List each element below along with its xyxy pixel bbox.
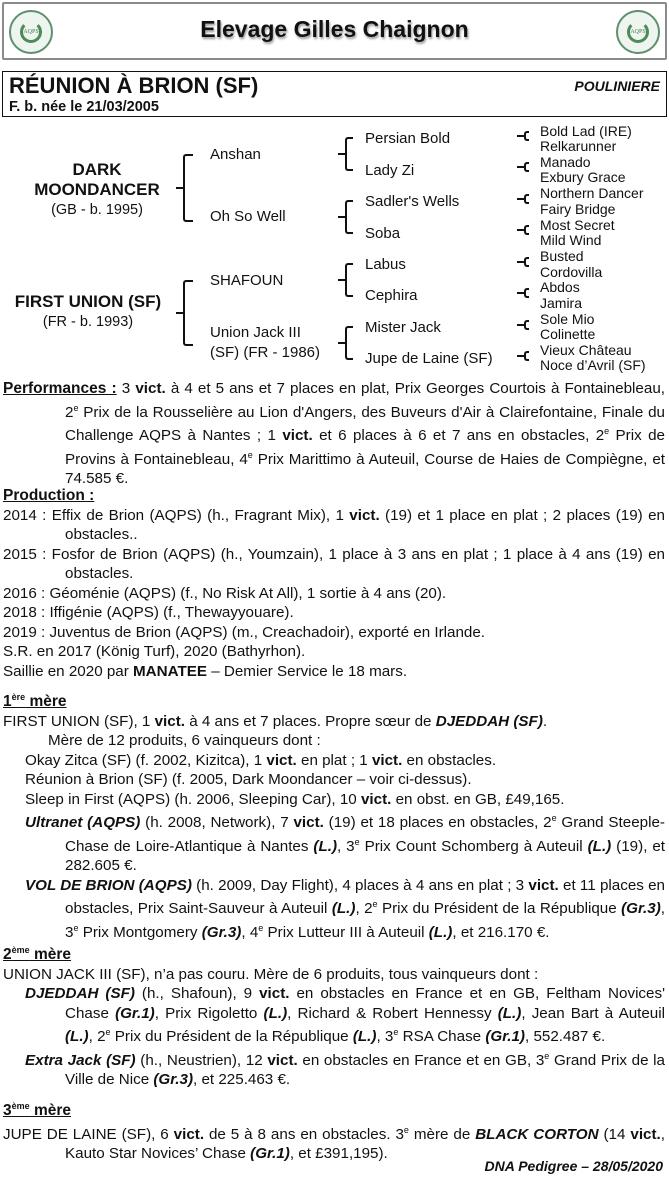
production-item: 2014 : Effix de Brion (AQPS) (h., Fragrant Mix), 1 vict. (19) et 1 place en plat ; 2 places (19) en obstacles..: [3, 506, 665, 543]
bracket: [524, 225, 529, 235]
mere2-section: [3, 941, 665, 1090]
bracket: [524, 320, 529, 330]
mere1-intro: FIRST UNION (SF), 1 vict. à 4 ans et 7 places. Propre sœur de DJEDDAH (SF).: [3, 712, 548, 730]
gen4-item: Northern Dancer: [540, 185, 644, 201]
gen2-dam-dam-info: (SF) (FR - 1986): [210, 344, 321, 361]
gen3-item: Cephira: [365, 287, 418, 304]
footer-source: DNA Pedigree – 28/05/2020: [484, 1158, 663, 1174]
performances-heading: Performances :: [3, 380, 117, 397]
gen4-item: Relkarunner: [540, 138, 617, 154]
gen4-item: Mild Wind: [540, 232, 602, 248]
gen4-item: Vieux Château: [540, 342, 632, 358]
bracket: [524, 257, 529, 267]
gen3-item: Soba: [365, 225, 401, 242]
gen3-item: Sadler's Wells: [365, 193, 460, 210]
horse-birth: F. b. née le 21/03/2005: [9, 99, 159, 115]
dam-name: FIRST UNION (SF) (FR - b. 1993): [14, 292, 162, 330]
mere1-section: [3, 688, 665, 942]
production-item: 2016 : Géoménie (AQPS) (f., No Risk At All), 1 sortie à 4 ans (20).: [3, 584, 447, 602]
gen4-item: Bold Lad (IRE): [540, 123, 632, 139]
gen4-item: Noce d’Avril (SF): [540, 357, 646, 373]
produit-item: Sleep in First (AQPS) (h. 2006, Sleeping Car), 10 vict. en obst. en GB, £49,165.: [25, 790, 565, 808]
produit-item: Extra Jack (SF) (h., Neustrien), 12 vict. en obstacles en France et en GB, 3e Grand Prix de la Ville de Nice (Gr.3), et 225.463 €.: [25, 1050, 665, 1089]
production-section: [3, 486, 665, 681]
bracket: [524, 162, 529, 172]
produit-item: VOL DE BRION (AQPS) (h. 2009, Day Flight), 4 places à 4 ans en plat ; 3 vict. et 11 places en obstacles, Prix Saint-Sauveur à Auteuil (L.), 2e Prix du Président de la République (Gr.3), 3e Prix Montgomery (Gr.3), 4e Prix Lutteur III à Auteuil (L.), et 216.170 €.: [25, 876, 666, 941]
production-item: 2019 : Juventus de Brion (AQPS) (m., Creachadoir), exporté en Irlande.: [3, 623, 486, 641]
gen3-item: Persian Bold: [365, 130, 451, 147]
gen4-item: Fairy Bridge: [540, 201, 616, 217]
bracket: [345, 137, 353, 171]
bracket: [183, 154, 193, 222]
gen3-item: Lady Zi: [365, 162, 415, 179]
gen3-item: Jupe de Laine (SF): [365, 350, 493, 367]
bracket: [524, 131, 529, 141]
mere2-intro: UNION JACK III (SF), n’a pas couru. Mère de 6 produits, tous vainqueurs dont :: [3, 965, 539, 983]
bracket: [345, 326, 353, 360]
gen4-item: Colinette: [540, 326, 596, 342]
gen4-item: Exbury Grace: [540, 169, 626, 185]
mere3-heading: 3ème mère: [3, 1101, 72, 1120]
gen2-sire-dam: Oh So Well: [210, 208, 286, 225]
mere3-section: [3, 1097, 665, 1164]
mere1-summary: Mère de 12 produits, 6 vainqueurs dont :: [48, 732, 321, 750]
gen4-item: Sole Mio: [540, 311, 595, 327]
production-heading: Production :: [3, 487, 95, 504]
mere2-heading: 2ème mère: [3, 945, 72, 964]
gen3-item: Labus: [365, 256, 406, 273]
production-item: 2015 : Fosfor de Brion (AQPS) (h., Youmzain), 1 place à 3 ans en plat ; 1 place à 4 ans (19) en obstacles.: [3, 545, 665, 582]
gen4-item: Most Secret: [540, 217, 615, 233]
gen4-item: Abdos: [540, 279, 580, 295]
gen2-dam-dam: Union Jack III: [210, 324, 301, 341]
performances-section: Performances : 3 vict. à 4 et 5 ans et 7 places en plat, Prix Georges Courtois à Fontainebleau, 2e Prix de la Rousselière au Lion d'Angers, des Buveurs d'Air à Clairefontaine, Finale du Challenge AQPS à Nantes ; 1 vict. et 6 places à 6 et 7 ans en obstacles, 2e Prix de Provins à Fontainebleau, 4e Prix Marittimo à Auteuil, Course de Haies de Compiègne, et 74.585 €.: [3, 380, 665, 488]
produit-item: Okay Zitca (SF) (f. 2002, Kizitca), 1 vict. en plat ; 1 vict. en obstacles.: [25, 751, 497, 769]
pedigree-chart: [0, 120, 669, 375]
bracket: [345, 263, 353, 297]
bracket: [524, 288, 529, 298]
header-title: Elevage Gilles Chaignon: [200, 16, 469, 42]
gen2-sire-sire: Anshan: [210, 146, 261, 163]
production-sr: S.R. en 2017 (König Turf), 2020 (Bathyrhon).: [3, 643, 306, 660]
aqps-logo-left: AQPS: [9, 10, 53, 54]
gen2-dam-sire: SHAFOUN: [210, 272, 284, 289]
bracket: [524, 194, 529, 204]
page-header: [2, 2, 667, 60]
gen4-item: Manado: [540, 154, 591, 170]
mere1-heading: 1ère mère: [3, 692, 67, 711]
bracket: [345, 200, 353, 234]
mere3-text: JUPE DE LAINE (SF), 6 vict. de 5 à 8 ans en obstacles. 3e mère de BLACK CORTON (14 vict., Kauto Star Novices’ Chase (Gr.1), et £391,195).: [3, 1124, 665, 1163]
horse-name-box: [2, 71, 667, 117]
produit-item: Ultranet (AQPS) (h. 2008, Network), 7 vict. (19) et 18 places en obstacles, 2e Grand Steeple-Chase de Loire-Atlantique à Nantes (L.), 3e Prix Count Schomberg à Auteuil (L.) (19), et 282.605 €.: [25, 813, 666, 875]
production-item: 2018 : Iffigénie (AQPS) (f., Thewayyouare).: [3, 604, 294, 621]
bracket: [183, 280, 193, 346]
produit-item: Réunion à Brion (SF) (f. 2005, Dark Moondancer – voir ci-dessus).: [25, 771, 472, 789]
produit-item: DJEDDAH (SF) (h., Shafoun), 9 vict. en obstacles en France et en GB, Feltham Novices' Chase (Gr.1), Prix Rigoletto (L.), Richard & Robert Hennessy (L.), Jean Bart à Auteuil (L.), 2e Prix du Président de la République (L.), 3e RSA Chase (Gr.1), 552.487 €.: [25, 985, 666, 1046]
gen3-item: Mister Jack: [365, 319, 441, 336]
gen4-item: Cordovilla: [540, 264, 603, 280]
aqps-logo-right: AQPS: [616, 10, 660, 54]
horse-name: RÉUNION À BRION (SF): [9, 73, 259, 98]
gen4-item: Busted: [540, 248, 584, 264]
sire-name: DARK MOONDANCER (GB - b. 1995): [34, 160, 160, 218]
gen4-item: Jamira: [540, 295, 583, 311]
bracket: [524, 351, 529, 361]
production-saillie: Saillie en 2020 par MANATEE – Demier Service le 18 mars.: [3, 662, 408, 680]
horse-type: POULINIERE: [574, 78, 660, 94]
